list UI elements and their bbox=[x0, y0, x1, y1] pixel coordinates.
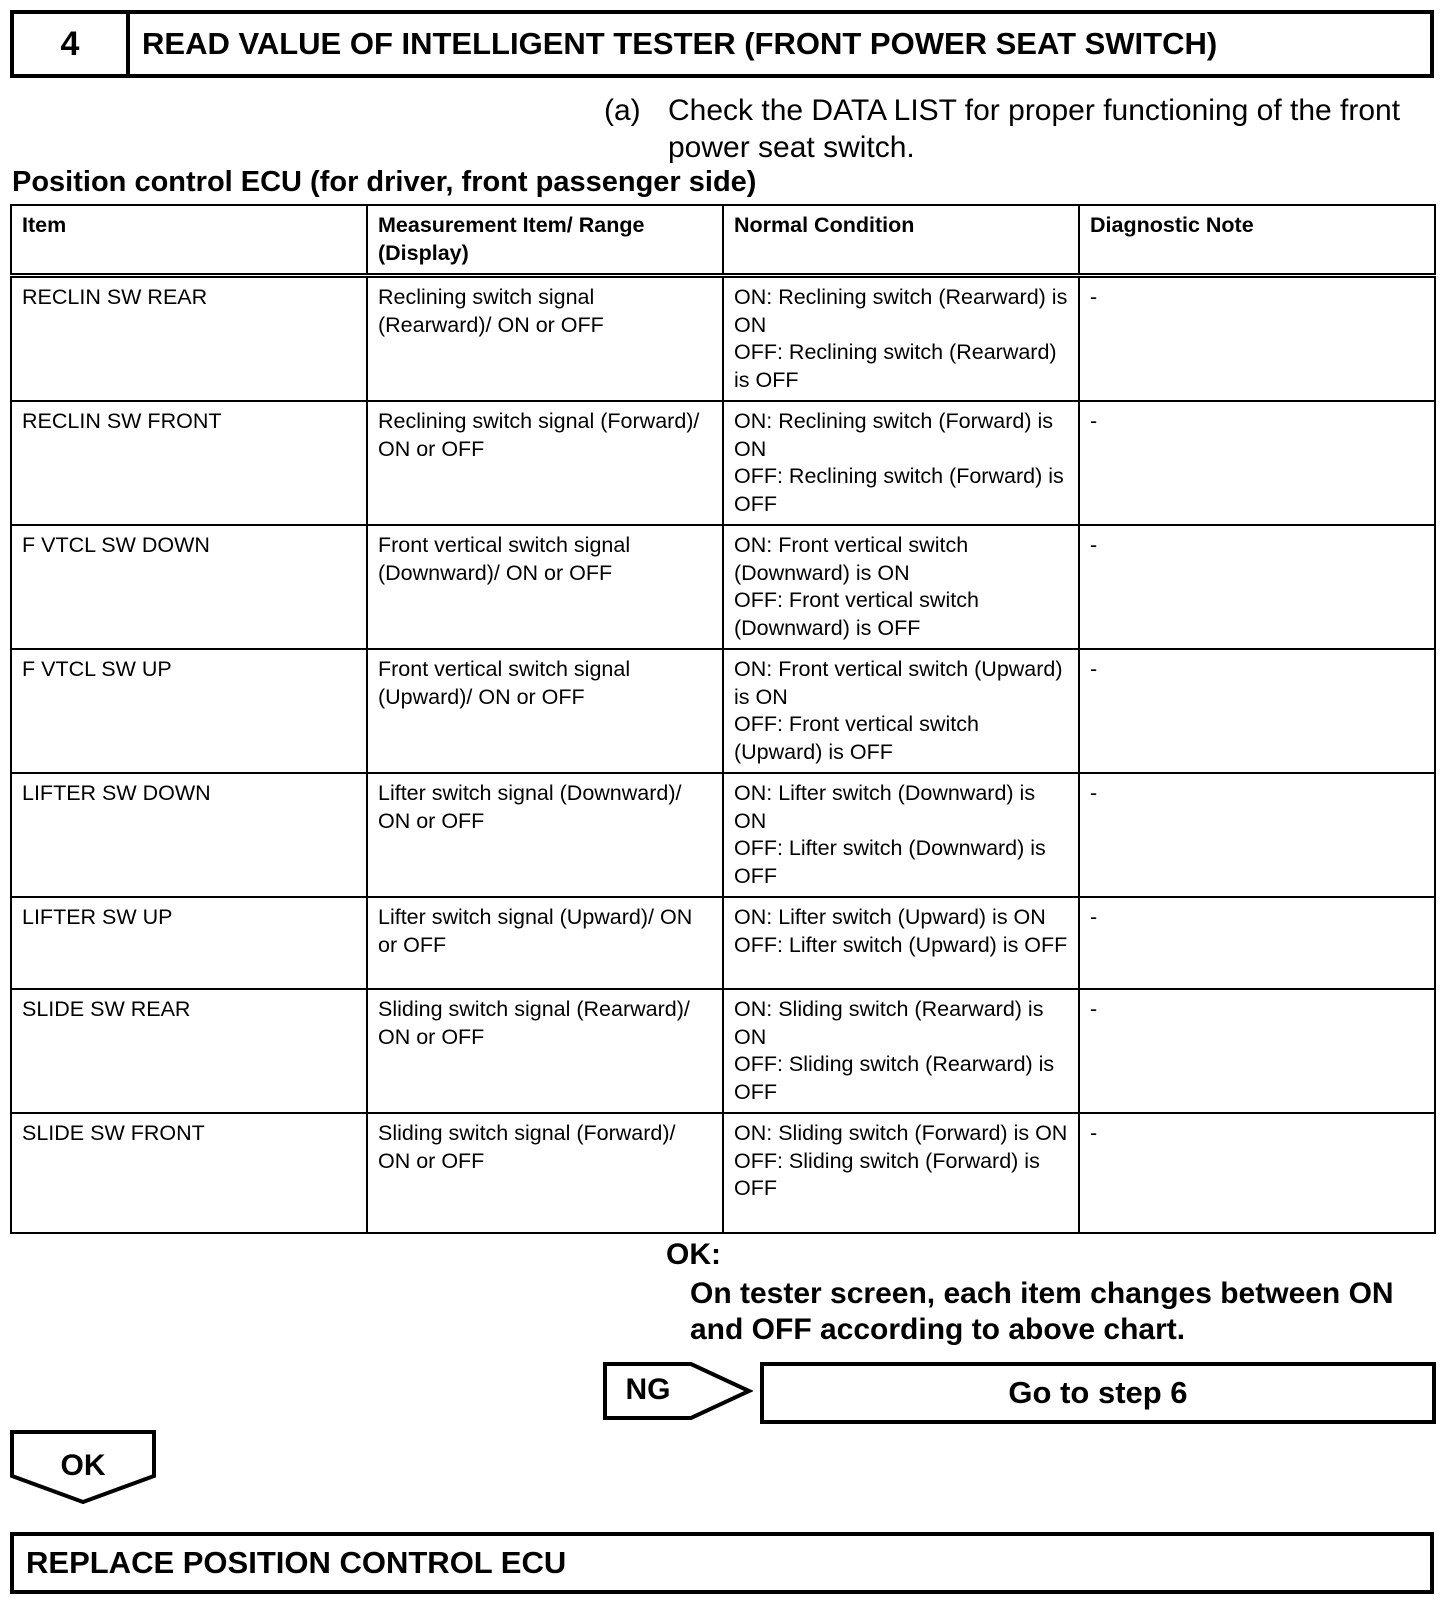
normal-condition-off: OFF: Lifter switch (Downward) is OFF bbox=[734, 836, 1046, 888]
table-row bbox=[11, 276, 1435, 402]
go-to-step-6-link[interactable]: Go to step 6 bbox=[760, 1362, 1436, 1424]
header-normal-condition: Normal Condition bbox=[723, 205, 1079, 276]
cell-diagnostic-note: - bbox=[1079, 276, 1435, 402]
table-caption: Position control ECU (for driver, front passenger side) bbox=[12, 166, 757, 198]
cell-diagnostic-note: - bbox=[1079, 773, 1435, 897]
normal-condition-off: OFF: Lifter switch (Upward) is OFF bbox=[734, 932, 1068, 957]
header-measurement: Measurement Item/ Range (Display) bbox=[367, 205, 723, 276]
instruction bbox=[604, 92, 1434, 166]
cell-normal-condition bbox=[723, 773, 1079, 897]
cell-diagnostic-note: - bbox=[1079, 525, 1435, 649]
table-row bbox=[11, 897, 1435, 989]
cell-measurement: Sliding switch signal (Forward)/ ON or OFF bbox=[367, 1113, 723, 1233]
instruction-text: Check the DATA LIST for proper functioning of the front power seat switch. bbox=[668, 94, 1401, 164]
cell-normal-condition bbox=[723, 897, 1079, 989]
cell-item: F VTCL SW DOWN bbox=[11, 525, 367, 649]
cell-diagnostic-note: - bbox=[1079, 897, 1435, 989]
cell-measurement: Front vertical switch signal (Upward)/ ON or OFF bbox=[367, 649, 723, 773]
table-row bbox=[11, 989, 1435, 1113]
cell-item: LIFTER SW UP bbox=[11, 897, 367, 989]
cell-normal-condition bbox=[723, 401, 1079, 525]
table-row bbox=[11, 525, 1435, 649]
cell-normal-condition bbox=[723, 1113, 1079, 1233]
cell-measurement: Reclining switch signal (Rearward)/ ON or OFF bbox=[367, 276, 723, 402]
cell-normal-condition bbox=[723, 525, 1079, 649]
instruction-marker: (a) bbox=[604, 94, 641, 127]
table-row bbox=[11, 401, 1435, 525]
table-row bbox=[11, 649, 1435, 773]
normal-condition-on: ON: Front vertical switch (Downward) is ON bbox=[734, 533, 969, 585]
cell-item: LIFTER SW DOWN bbox=[11, 773, 367, 897]
step-title: READ VALUE OF INTELLIGENT TESTER (FRONT POWER SEAT SWITCH) bbox=[142, 26, 1218, 61]
normal-condition-off: OFF: Front vertical switch (Downward) is OFF bbox=[734, 588, 979, 640]
cell-diagnostic-note: - bbox=[1079, 649, 1435, 773]
data-list-table bbox=[10, 204, 1436, 1234]
cell-measurement: Lifter switch signal (Upward)/ ON or OFF bbox=[367, 897, 723, 989]
ok-condition-text: On tester screen, each item changes between ON and OFF according to above chart. bbox=[690, 1277, 1394, 1346]
cell-item: SLIDE SW FRONT bbox=[11, 1113, 367, 1233]
normal-condition-on: ON: Sliding switch (Rearward) is ON bbox=[734, 997, 1044, 1049]
cell-measurement: Reclining switch signal (Forward)/ ON or OFF bbox=[367, 401, 723, 525]
cell-item: F VTCL SW UP bbox=[11, 649, 367, 773]
cell-diagnostic-note: - bbox=[1079, 401, 1435, 525]
cell-measurement: Sliding switch signal (Rearward)/ ON or OFF bbox=[367, 989, 723, 1113]
next-step-title: REPLACE POSITION CONTROL ECU bbox=[10, 1532, 1434, 1594]
cell-normal-condition bbox=[723, 276, 1079, 402]
normal-condition-off: OFF: Sliding switch (Forward) is OFF bbox=[734, 1148, 1040, 1200]
cell-measurement: Front vertical switch signal (Downward)/ ON or OFF bbox=[367, 525, 723, 649]
header-diagnostic-note: Diagnostic Note bbox=[1079, 205, 1435, 276]
step-header bbox=[10, 10, 1434, 78]
header-item: Item bbox=[11, 205, 367, 276]
cell-item: RECLIN SW FRONT bbox=[11, 401, 367, 525]
step-number: 4 bbox=[14, 14, 130, 74]
ng-label: NG bbox=[625, 1373, 671, 1406]
normal-condition-on: ON: Lifter switch (Downward) is ON bbox=[734, 781, 1036, 833]
normal-condition-off: OFF: Reclining switch (Rearward) is OFF bbox=[734, 340, 1057, 392]
table-row bbox=[11, 773, 1435, 897]
cell-diagnostic-note: - bbox=[1079, 989, 1435, 1113]
normal-condition-on: ON: Reclining switch (Rearward) is ON bbox=[734, 285, 1068, 337]
normal-condition-on: ON: Reclining switch (Forward) is ON bbox=[734, 409, 1053, 461]
cell-normal-condition bbox=[723, 649, 1079, 773]
cell-diagnostic-note: - bbox=[1079, 1113, 1435, 1233]
normal-condition-off: OFF: Front vertical switch (Upward) is OFF bbox=[734, 712, 979, 764]
normal-condition-off: OFF: Sliding switch (Rearward) is OFF bbox=[734, 1052, 1055, 1104]
normal-condition-on: ON: Lifter switch (Upward) is ON bbox=[734, 905, 1046, 929]
ok-condition-label: OK: bbox=[666, 1238, 721, 1271]
normal-condition-on: ON: Sliding switch (Forward) is ON bbox=[734, 1121, 1068, 1145]
normal-condition-off: OFF: Reclining switch (Forward) is OFF bbox=[734, 464, 1064, 516]
cell-item: SLIDE SW REAR bbox=[11, 989, 367, 1113]
table-header-row bbox=[11, 205, 1435, 276]
table-row bbox=[11, 1113, 1435, 1233]
cell-normal-condition bbox=[723, 989, 1079, 1113]
ok-label: OK bbox=[60, 1449, 106, 1482]
cell-item: RECLIN SW REAR bbox=[11, 276, 367, 402]
normal-condition-on: ON: Front vertical switch (Upward) is ON bbox=[734, 657, 1063, 709]
cell-measurement: Lifter switch signal (Downward)/ ON or OFF bbox=[367, 773, 723, 897]
